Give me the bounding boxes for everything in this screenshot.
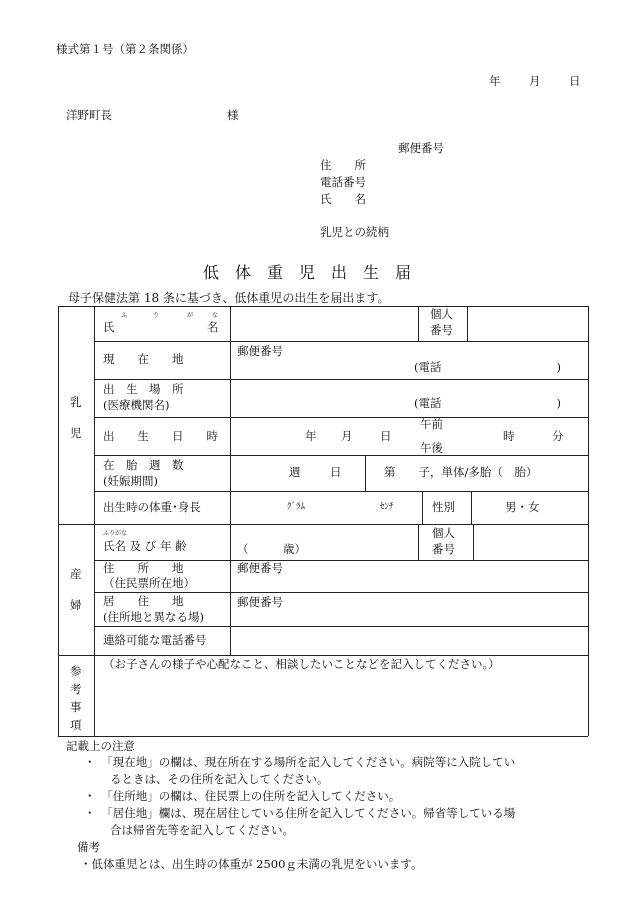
notes-item-2: ・ 「住所地」の欄は、住民票上の住所を記入してください。 xyxy=(84,789,401,803)
gestation-label-1: 在 胎 週 数 xyxy=(103,458,184,472)
infant-name-ruby-3: が xyxy=(187,312,194,319)
infant-section-label-1: 乳 xyxy=(70,395,82,409)
birthplace-label-1: 出 生 場 所 xyxy=(103,382,184,396)
mother-address-label-2: （住民票所在地） xyxy=(103,576,195,590)
mother-residence-label-1: 居 住 地 xyxy=(103,594,184,608)
mother-id-label-1: 個人 xyxy=(432,526,455,540)
form-number: 様式第１号（第２条関係） xyxy=(56,42,194,56)
infant-name-ruby-1: ふ xyxy=(121,312,128,319)
mother-name-age-label: 氏名 及 び 年 齢 xyxy=(103,539,187,553)
date-year: 年 xyxy=(489,74,501,88)
notes-item-3b: 合は帰省先等を記入してください。 xyxy=(110,823,294,837)
remarks-section-label-1: 参 xyxy=(70,664,82,678)
gestation-label-2: (妊娠期間) xyxy=(103,474,158,488)
infant-id-label-2: 番号 xyxy=(430,323,453,337)
infant-name-label-1: 氏 xyxy=(103,320,115,334)
infant-name-ruby-2: り xyxy=(153,312,160,319)
mother-section-label-2: 婦 xyxy=(70,598,82,612)
sex-value: 男・女 xyxy=(505,500,540,514)
datetime-day: 日 xyxy=(380,429,392,443)
infant-section-label-2: 児 xyxy=(70,426,82,440)
applicant-name: 氏 名 xyxy=(320,192,366,206)
notes-item-1a: ・ 「現在地」の欄は、現在所在する場所を記入してください。病院等に入院してい xyxy=(84,755,516,769)
birthplace-phone: (電話 ) xyxy=(414,396,561,410)
date-month: 月 xyxy=(529,74,541,88)
infant-address-postal: 郵便番号 xyxy=(237,344,283,358)
addressee: 洋野町長 xyxy=(66,108,112,122)
notes-item-3a: ・ 「居住地」欄は、現在居住している住所を記入してください。帰省等している場 xyxy=(84,806,516,820)
datetime-year: 年 xyxy=(305,429,317,443)
infant-id-label-1: 個人 xyxy=(430,307,453,321)
mother-name-ruby: ふりがな xyxy=(103,530,128,537)
gestation-week: 週 xyxy=(289,465,301,479)
applicant-address: 住 所 xyxy=(320,158,366,172)
notes-heading: 記載上の注意 xyxy=(66,739,135,753)
datetime-label: 出 生 日 時 xyxy=(103,429,218,443)
remarks-hint: （お子さんの様子や心配なこと、相談したいことなどを記入してください。） xyxy=(103,657,500,671)
infant-name-label-2: 名 xyxy=(207,320,219,334)
mother-id-label-2: 番号 xyxy=(432,542,455,556)
mother-age: （ 歳） xyxy=(237,542,306,556)
birth-order: 第 子，単体/多胎（ 胎） xyxy=(384,465,538,479)
infant-address-label: 現 在 地 xyxy=(103,352,184,366)
lead-text: 母子保健法第 18 条に基づき、低体重児の出生を届出ます。 xyxy=(68,291,390,305)
remarks-section-label-3: 事 xyxy=(70,700,82,714)
notes-item-1b: るときは、その住所を記入してください。 xyxy=(110,772,329,786)
datetime-minute: 分 xyxy=(552,429,564,443)
birthplace-label-2: (医療機関名) xyxy=(103,398,170,412)
addressee-suffix: 様 xyxy=(227,108,239,122)
date-day: 日 xyxy=(569,74,581,88)
mother-address-label-1: 住 所 地 xyxy=(103,561,184,575)
applicant-postal: 郵便番号 xyxy=(398,141,444,155)
datetime-month: 月 xyxy=(341,429,353,443)
height-centi: ｾﾝﾁ xyxy=(380,502,394,512)
page-title: 低 体 重 児 出 生 届 xyxy=(203,263,412,282)
remarks-section-label-2: 考 xyxy=(70,682,82,696)
gestation-day: 日 xyxy=(330,465,342,479)
mother-section-label-1: 産 xyxy=(70,567,82,581)
mother-residence-label-2: (住所地と異なる場) xyxy=(103,610,204,624)
infant-name-ruby-4: な xyxy=(212,312,219,319)
datetime-am: 午前 xyxy=(420,417,443,431)
weight-gram: ｸﾞﾗﾑ xyxy=(287,502,306,512)
applicant-relation: 乳児との続柄 xyxy=(320,225,389,239)
mother-residence-postal: 郵便番号 xyxy=(237,595,283,609)
notes-biko-item: ・低体重児とは、出生時の体重が 2500ｇ未満の乳児をいいます。 xyxy=(80,857,423,871)
mother-phone-label: 連絡可能な電話番号 xyxy=(103,633,207,647)
remarks-section-label-4: 項 xyxy=(70,718,82,732)
notes-biko-heading: 備考 xyxy=(77,840,100,854)
sex-label: 性別 xyxy=(432,500,455,514)
applicant-phone: 電話番号 xyxy=(320,175,366,189)
weight-label: 出生時の体重･身長 xyxy=(103,500,201,514)
mother-address-postal: 郵便番号 xyxy=(237,561,283,575)
infant-address-phone: (電話 ) xyxy=(414,360,561,374)
datetime-hour: 時 xyxy=(503,429,515,443)
datetime-pm: 午後 xyxy=(420,441,443,455)
